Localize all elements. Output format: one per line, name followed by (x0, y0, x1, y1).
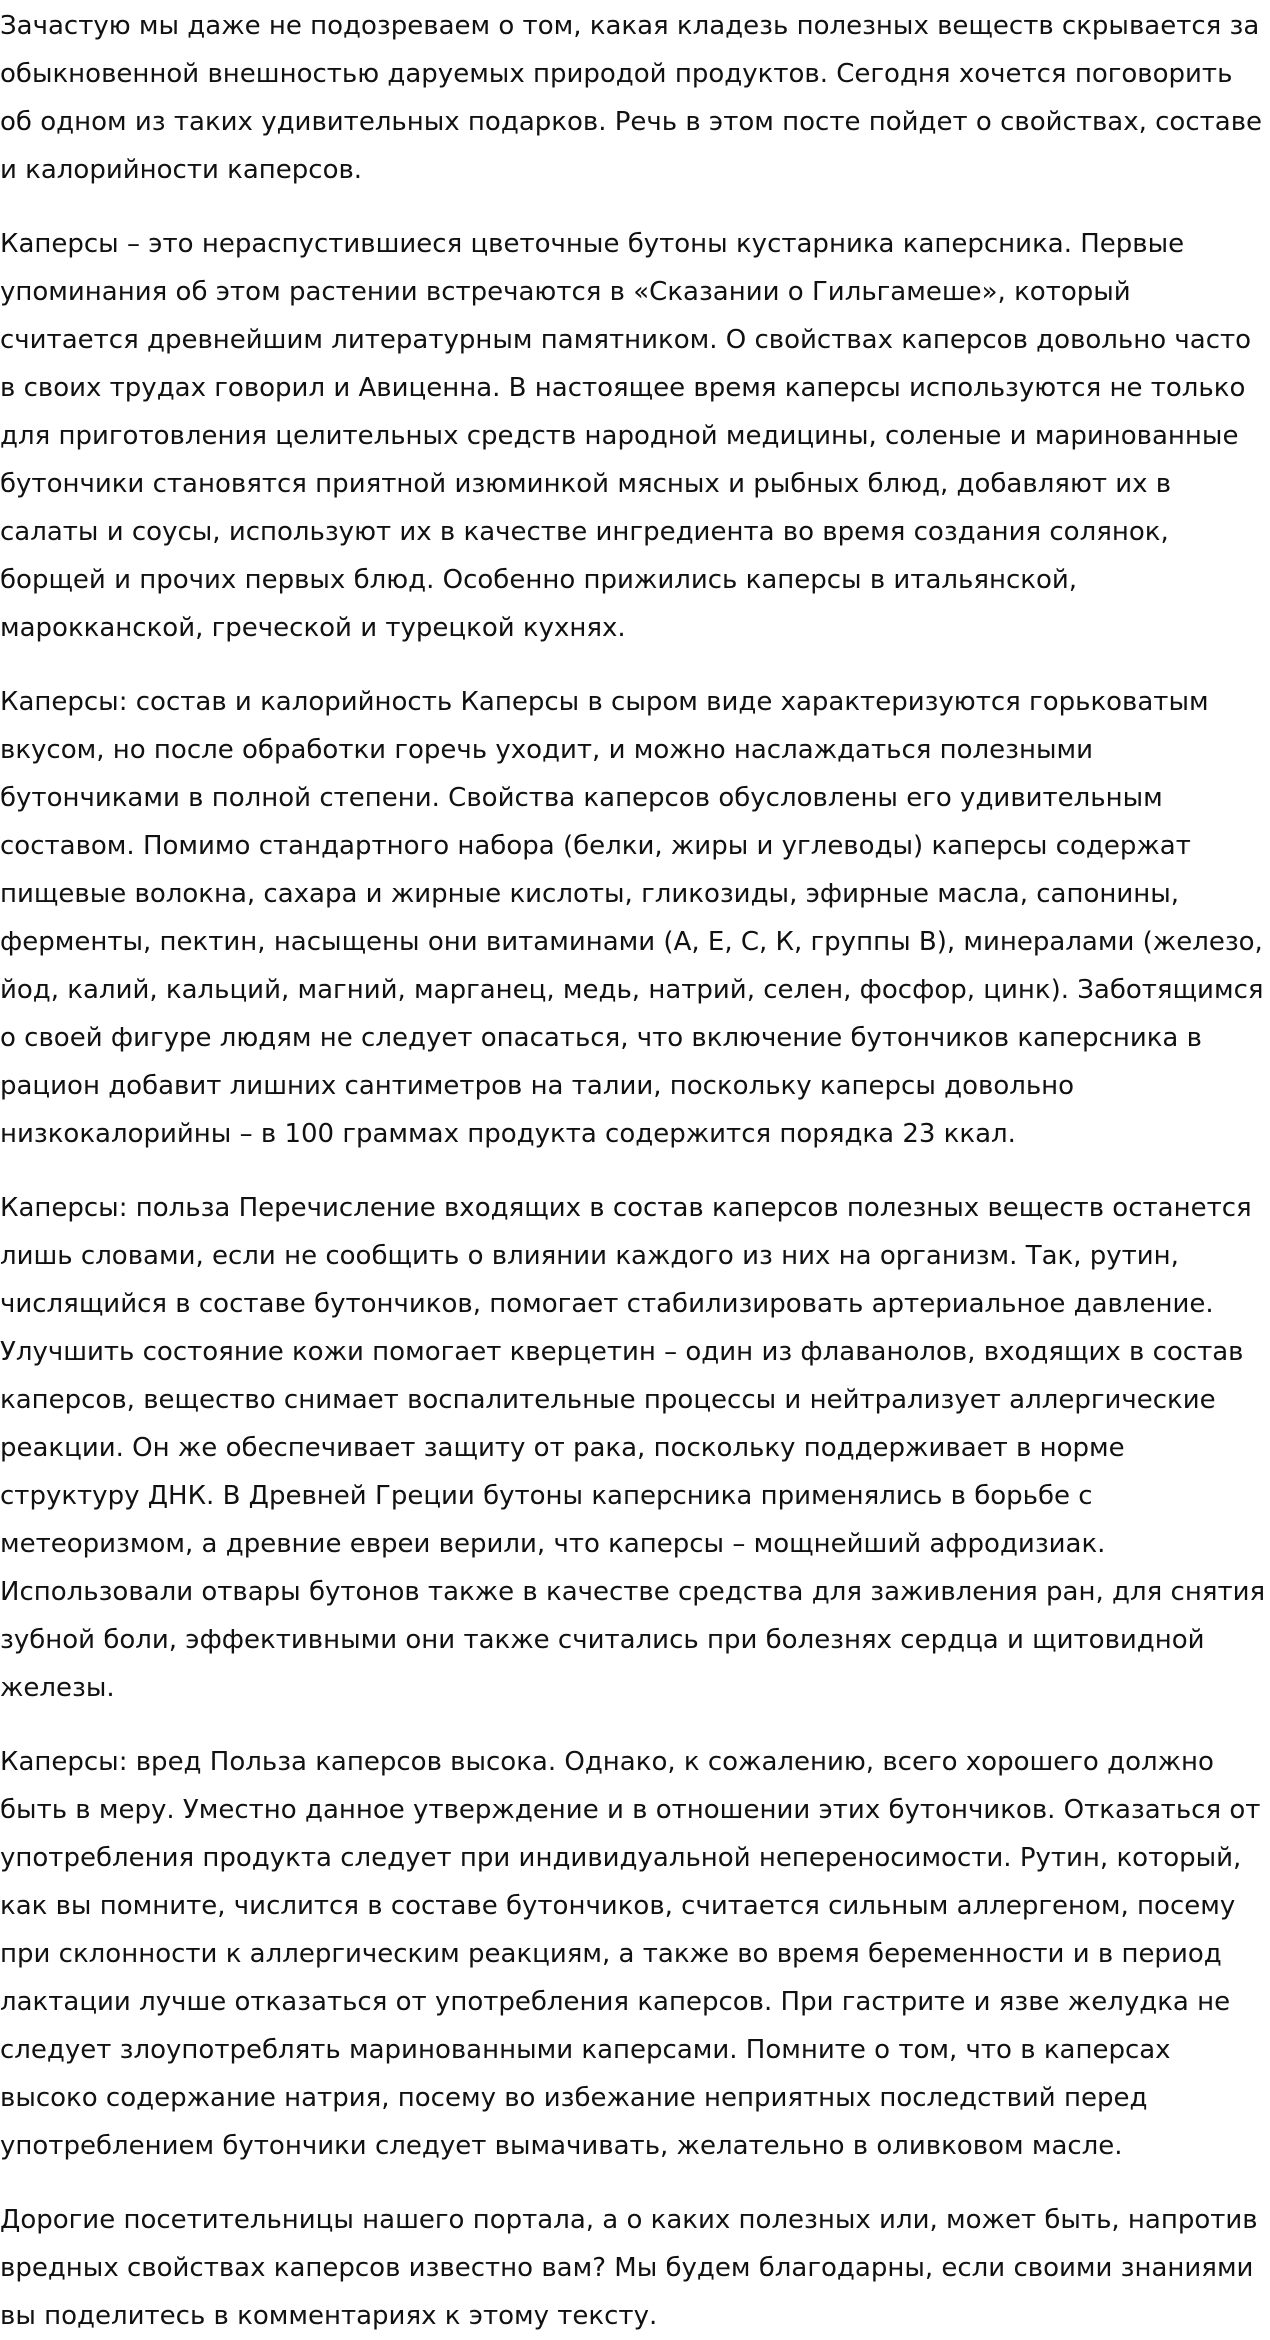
article-body (0, 2, 1270, 2340)
paragraph-intro: Зачастую мы даже не подозреваем о том, какая кладезь полезных веществ скрывается за обыкновенной внешностью даруемых природой продуктов. Сегодня хочется поговорить об одном из таких удивительных подарков. Речь в этом посте пойдет о свойствах, составе и калорийности каперсов. (0, 11, 1263, 185)
paragraph-composition-calories: Каперсы: состав и калорийность Каперсы в сыром виде характеризуются горьковатым вкусом, но после обработки горечь уходит, и можно наслаждаться полезными бутончиками в полной степени. Свойства каперсов обусловлены его удивительным составом. Помимо стандартного набора (белки, жиры и углеводы) каперсы содержат пищевые волокна, сахара и жирные кислоты, гликозиды, эфирные масла, сапонины, ферменты, пектин, насыщены они витаминами (А, Е, С, К, группы В), минералами (железо, йод, калий, кальций, магний, марганец, медь, натрий, селен, фосфор, цинк). Заботящимся о своей фигуре людям не следует опасаться, что включение бутончиков каперсника в рацион добавит лишних сантиметров на талии, поскольку каперсы довольно низкокалорийны – в 100 граммах продукта содержится порядка 23 ккал. (0, 687, 1264, 1149)
paragraph-benefits: Каперсы: польза Перечисление входящих в состав каперсов полезных веществ останется лишь словами, если не сообщить о влиянии каждого из них на организм. Так, рутин, числящийся в составе бутончиков, помогает стабилизировать артериальное давление. Улучшить состояние кожи помогает кверцетин – один из флаванолов, входящих в состав каперсов, вещество снимает воспалительные процессы и нейтрализует аллергические реакции. Он же обеспечивает защиту от рака, поскольку поддерживает в норме структуру ДНК. В Древней Греции бутоны каперсника применялись в борьбе с метеоризмом, а древние евреи верили, что каперсы – мощнейший афродизиак. Использовали отвары бутонов также в качестве средства для заживления ран, для снятия зубной боли, эффективными они также считались при болезнях сердца и щитовидной железы. (0, 1193, 1266, 1703)
paragraph-harm: Каперсы: вред Польза каперсов высока. Однако, к сожалению, всего хорошего должно быть в меру. Уместно данное утверждение и в отношении этих бутончиков. Отказаться от употребления продукта следует при индивидуальной непереносимости. Рутин, который, как вы помните, числится в составе бутончиков, считается сильным аллергеном, посему при склонности к аллергическим реакциям, а также во время беременности и в период лактации лучше отказаться от употребления каперсов. При гастрите и язве желудка не следует злоупотреблять маринованными каперсами. Помните о том, что в каперсах высоко содержание натрия, посему во избежание неприятных последствий перед употреблением бутончики следует вымачивать, желательно в оливковом масле. (0, 1747, 1261, 2161)
paragraph-what-are-capers: Каперсы – это нераспустившиеся цветочные бутоны кустарника каперсника. Первые упоминания об этом растении встречаются в «Сказании о Гильгамеше», который считается древнейшим литературным памятником. О свойствах каперсов довольно часто в своих трудах говорил и Авиценна. В настоящее время каперсы используются не только для приготовления целительных средств народной медицины, соленые и маринованные бутончики становятся приятной изюминкой мясных и рыбных блюд, добавляют их в салаты и соусы, используют их в качестве ингредиента во время создания солянок, борщей и прочих первых блюд. Особенно прижились каперсы в итальянской, марокканской, греческой и турецкой кухнях. (0, 229, 1252, 643)
paragraph-closing: Дорогие посетительницы нашего портала, а о каких полезных или, может быть, напротив вредных свойствах каперсов известно вам? Мы будем благодарны, если своими знаниями вы поделитесь в комментариях к этому тексту. (0, 2205, 1258, 2331)
